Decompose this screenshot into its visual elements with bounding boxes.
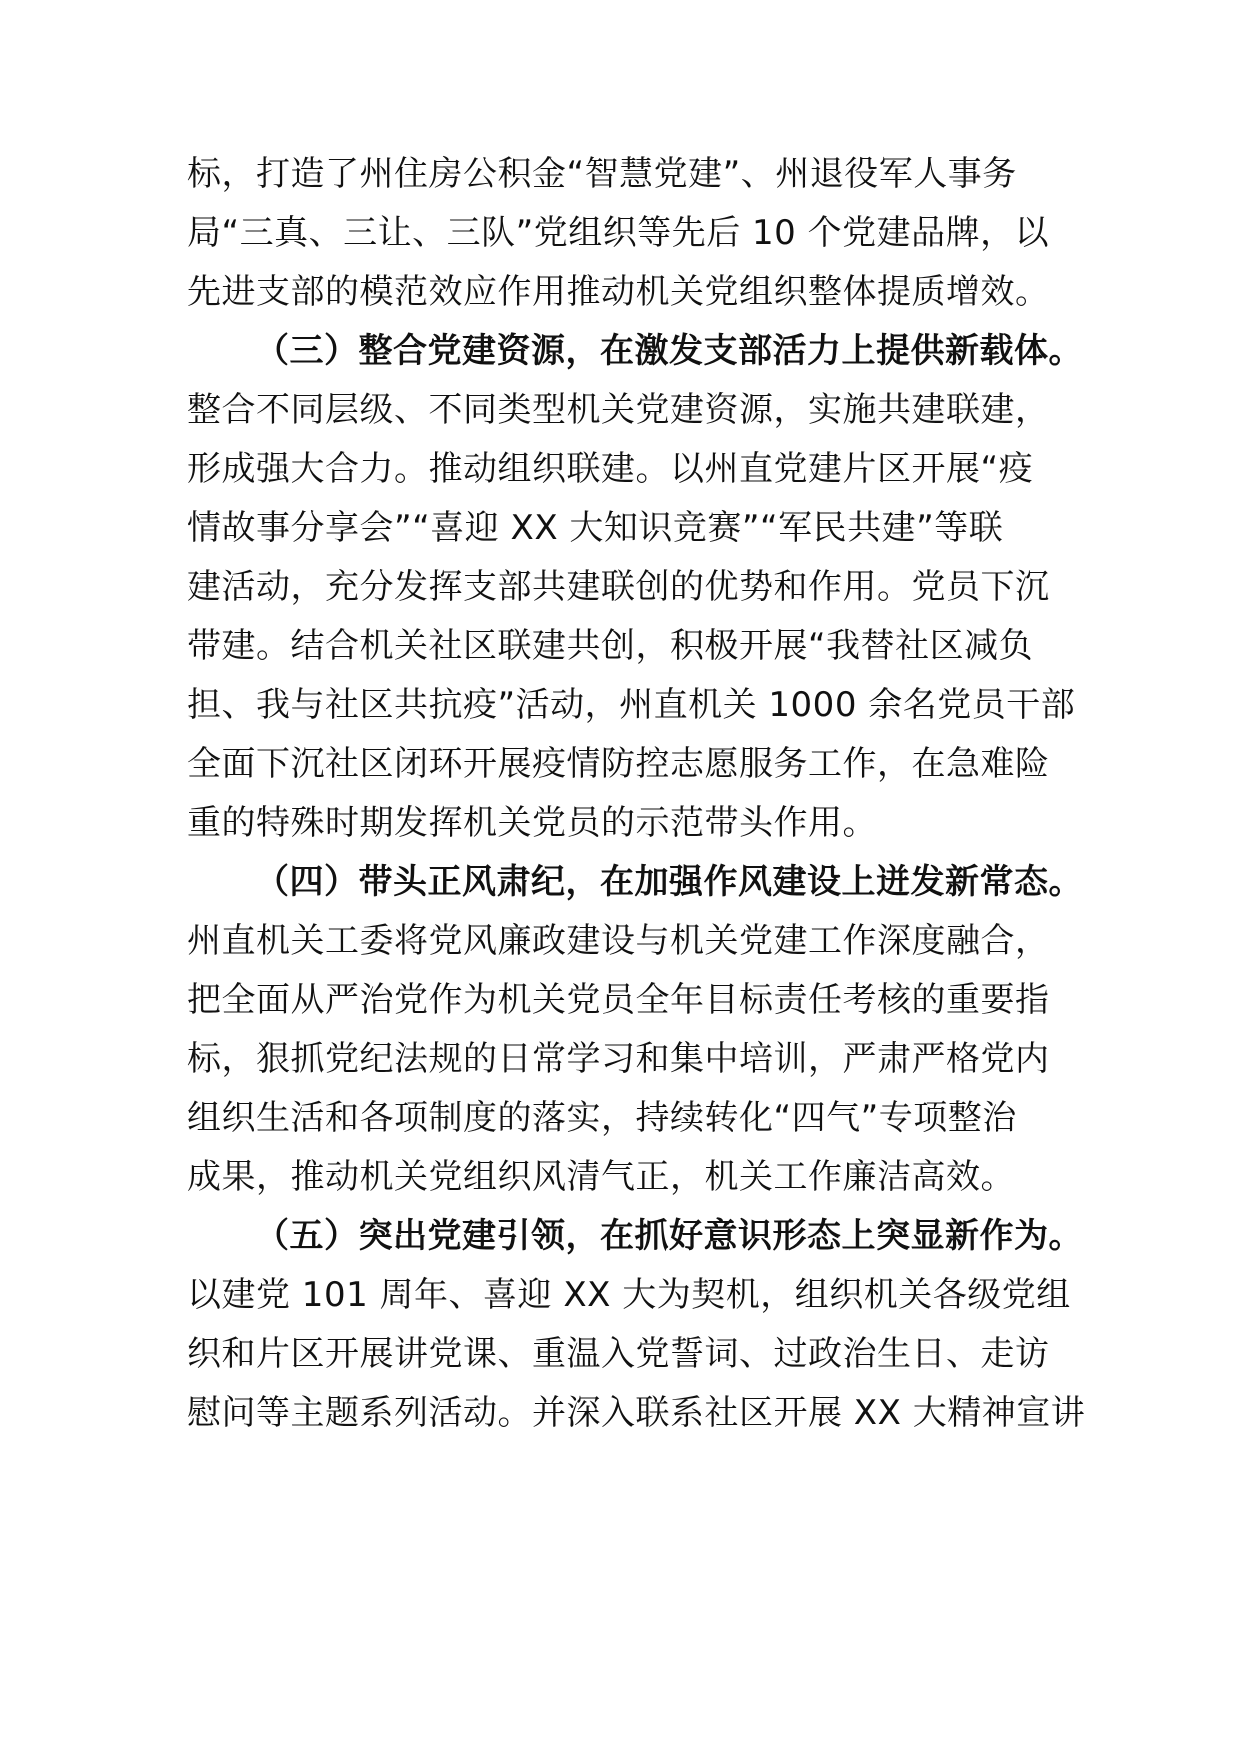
body-text-line: 州直机关工委将党风廉政建设与机关党建工作深度融合， xyxy=(187,921,1050,961)
body-text-line: 建活动，充分发挥支部共建联创的优势和作用。党员下沉 xyxy=(187,567,1050,607)
body-text-line: 织和片区开展讲党课、重温入党誓词、过政治生日、走访 xyxy=(187,1334,1050,1374)
body-text-line: 标，狠抓党纪法规的日常学习和集中培训，严肃严格党内 xyxy=(187,1039,1050,1079)
body-text-line: 局“三真、三让、三队”党组织等先后 10 个党建品牌，以 xyxy=(187,213,1050,253)
body-text-line: 慰问等主题系列活动。并深入联系社区开展 XX 大精神宣讲 xyxy=(187,1393,1086,1433)
body-text-line: 担、我与社区共抗疫”活动，州直机关 1000 余名党员干部 xyxy=(187,685,1076,725)
body-text-line: 把全面从严治党作为机关党员全年目标责任考核的重要指 xyxy=(187,980,1050,1020)
body-text-line: 以建党 101 周年、喜迎 XX 大为契机，组织机关各级党组 xyxy=(187,1275,1071,1315)
body-text-line: 重的特殊时期发挥机关党员的示范带头作用。 xyxy=(187,803,877,843)
body-text-line: 情故事分享会”“喜迎 XX 大知识竞赛”“军民共建”等联 xyxy=(187,508,1004,548)
section-heading-4: （四）带头正风肃纪，在加强作风建设上迸发新常态。 xyxy=(255,862,1083,902)
body-text-line: 组织生活和各项制度的落实，持续转化“四气”专项整治 xyxy=(187,1098,1017,1138)
body-text-line: 全面下沉社区闭环开展疫情防控志愿服务工作，在急难险 xyxy=(187,744,1050,784)
body-text-line: 带建。结合机关社区联建共创，积极开展“我替社区减负 xyxy=(187,626,1034,666)
body-text-line: 先进支部的模范效应作用推动机关党组织整体提质增效。 xyxy=(187,272,1050,312)
body-text-line: 标，打造了州住房公积金“智慧党建”、州退役军人事务 xyxy=(187,154,1017,194)
body-text-line: 整合不同层级、不同类型机关党建资源，实施共建联建， xyxy=(187,390,1050,430)
section-heading-3: （三）整合党建资源，在激发支部活力上提供新载体。 xyxy=(255,331,1083,371)
section-heading-5: （五）突出党建引领，在抓好意识形态上突显新作为。 xyxy=(255,1216,1083,1256)
body-text-line: 成果，推动机关党组织风清气正，机关工作廉洁高效。 xyxy=(187,1157,1015,1197)
body-text-line: 形成强大合力。推动组织联建。以州直党建片区开展“疫 xyxy=(187,449,1034,489)
